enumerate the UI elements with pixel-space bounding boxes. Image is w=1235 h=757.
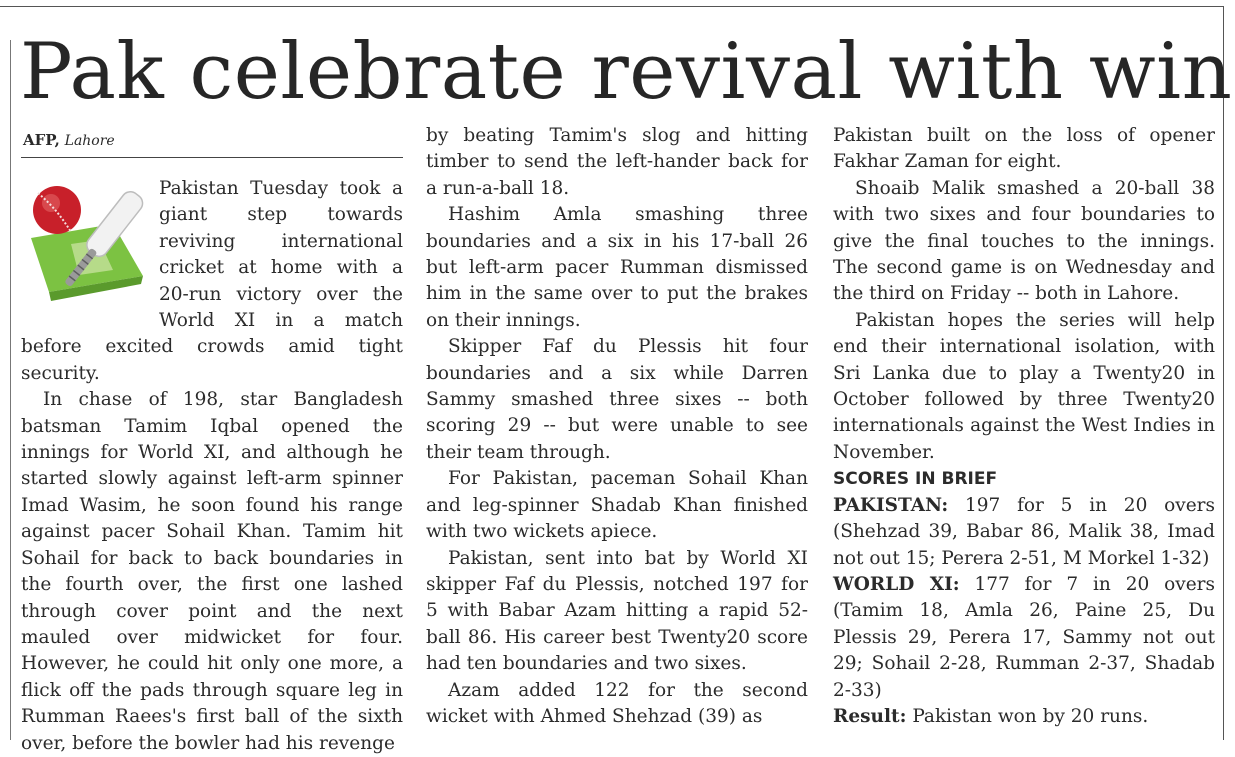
paragraph: In chase of 198, star Bangladesh batsman Tamim Iqbal opened the innings for World XI, and although he started slowly against left-arm spinner Imad Wasim, he soon found his range against pacer Sohail Khan. Tamim hit Sohail for back to back boundaries in the fourth over, the first one lashed through cover point and the next mauled over midwicket for four. However, he could hit only one more, a flick off the pads through square leg in Rumman Raees's first ball of the sixth over, before the bowler had his revenge [21, 389, 403, 754]
score-pakistan-label: PAKISTAN: [833, 494, 949, 516]
score-result-text: Pakistan won by 20 runs. [912, 705, 1149, 727]
cricket-bat-ball-icon [21, 180, 149, 312]
byline [23, 130, 115, 151]
paragraph: Skipper Faf du Plessis hit four boundaries and a six while Darren Sammy smashed three sixes -- both scoring 29 -- but were unable to see their team through. [426, 336, 808, 463]
byline-divider [21, 157, 403, 158]
headline: Pak celebrate revival with win [20, 27, 1233, 117]
score-pakistan [833, 493, 1215, 572]
article-column-3 [833, 123, 1215, 730]
score-worldxi-text: 177 for 7 in 20 overs (Tamim 18, Amla 26, Paine 25, Du Plessis 29, Perera 17, Sammy not out 29; Sohail 2-28, Rumman 2-37, Shadab 2-33) [833, 573, 1215, 701]
paragraph-lede: Pakistan Tuesday took a giant step towards reviving international cricket at home with a 20-run victory over the World XI in a match before excited crowds amid tight security. [21, 178, 403, 384]
article-column-2 [426, 123, 808, 730]
score-pakistan-text: 197 for 5 in 20 overs (Shehzad 39, Babar 86, Malik 38, Imad not out 15; Perera 2-51, M Morkel 1-32) [833, 494, 1215, 569]
paragraph: Shoaib Malik smashed a 20-ball 38 with two sixes and four boundaries to give the final touches to the innings. The second game is on Wednesday and the third on Friday -- both in Lahore. [833, 177, 1215, 305]
score-result [833, 704, 1215, 730]
left-border-rule [10, 40, 11, 740]
top-border-rule [0, 6, 1224, 7]
scores-heading: SCORES IN BRIEF [833, 469, 998, 490]
byline-agency: AFP, [23, 131, 60, 149]
score-worldxi-label: WORLD XI: [833, 573, 960, 595]
paragraph: Pakistan built on the loss of opener Fakhar Zaman for eight. [833, 125, 1215, 173]
paragraph: by beating Tamim's slog and hitting timber to send the left-hander back for a run-a-ball 18. [426, 125, 808, 199]
paragraph: Pakistan, sent into bat by World XI skipper Faf du Plessis, notched 197 for 5 with Babar Azam hitting a rapid 52-ball 86. His career best Twenty20 score had ten boundaries and two sixes. [426, 547, 808, 675]
score-worldxi [833, 572, 1215, 704]
score-result-label: Result: [833, 705, 907, 727]
byline-place: Lahore [64, 133, 115, 149]
article-column-1 [21, 176, 403, 757]
paragraph: Pakistan hopes the series will help end their international isolation, with Sri Lanka due to play a Twenty20 in October followed by three Twenty20 internationals against the West Indies in November. [833, 309, 1215, 463]
paragraph: Hashim Amla smashing three boundaries and a six in his 17-ball 26 but left-arm pacer Rumman dismissed him in the same over to put the brakes on their innings. [426, 204, 808, 331]
paragraph: For Pakistan, paceman Sohail Khan and leg-spinner Shadab Khan finished with two wickets apiece. [426, 468, 808, 543]
paragraph: Azam added 122 for the second wicket with Ahmed Shehzad (39) as [426, 679, 808, 727]
